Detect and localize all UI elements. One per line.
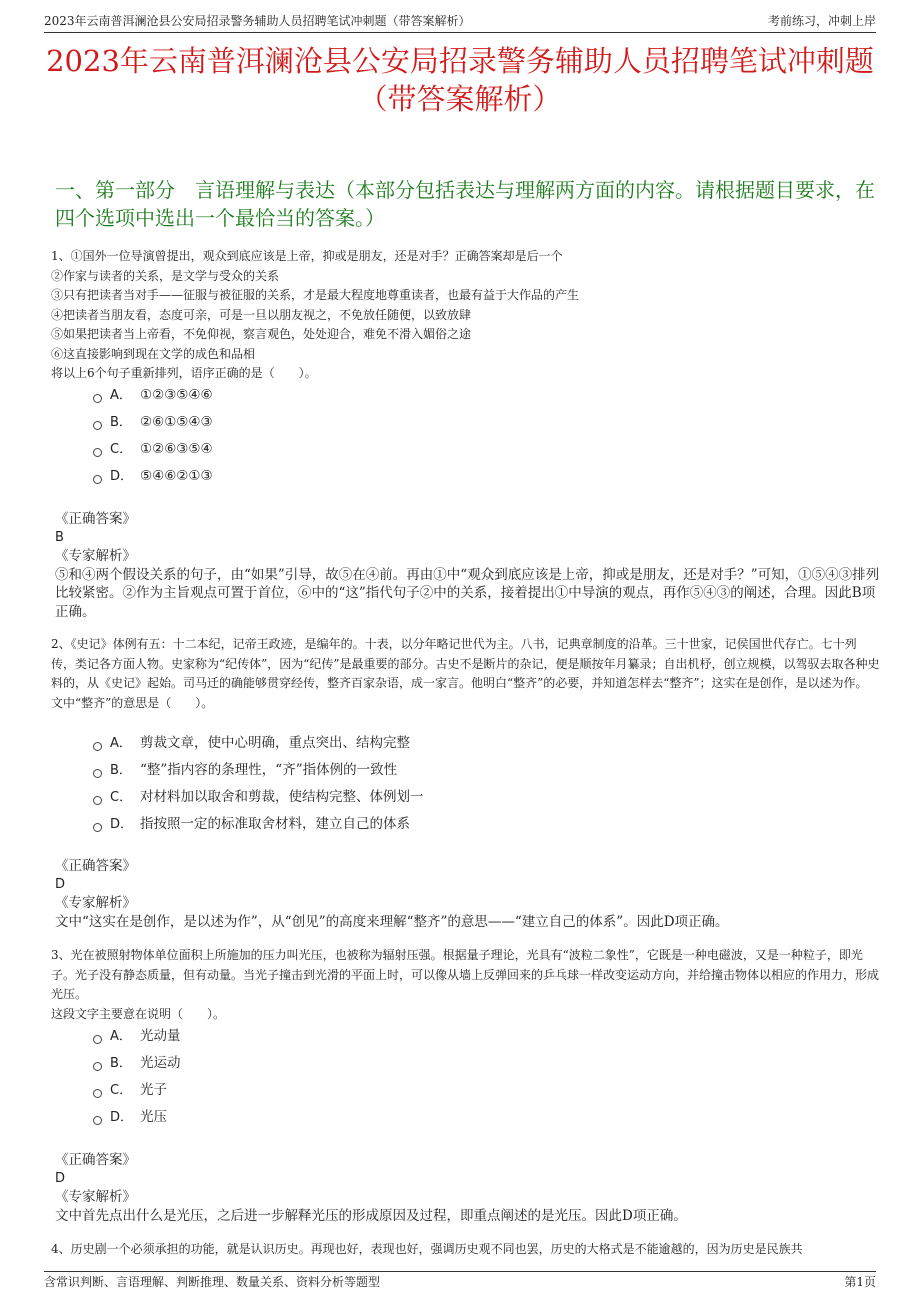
running-footer: [44, 1271, 876, 1292]
stem-line: 将以上6个句子重新排列，语序正确的是（ ）。: [51, 366, 317, 380]
radio-icon[interactable]: [93, 1089, 102, 1098]
answer-label: 《正确答案》: [55, 511, 136, 527]
section-heading: 一、第一部分 言语理解与表达（本部分包括表达与理解两方面的内容。请根据题目要求，在四个选项中选出一个最恰当的答案。）: [55, 178, 875, 230]
radio-icon[interactable]: [93, 1062, 102, 1071]
option-b[interactable]: B． 光运动: [93, 1050, 181, 1077]
analysis-text: 文中“这实在是创作，是以述为作”，从“创见”的高度来理解“整齐”的意思——“建立自己的体系”。因此D项正确。: [55, 913, 729, 930]
question-3-stem: [51, 946, 880, 1024]
answer-value: D: [55, 876, 66, 892]
radio-icon[interactable]: [93, 1035, 102, 1044]
stem-line: 3、光在被照射物体单位面积上所施加的压力叫光压，也被称为辐射压强。根据量子理论，光具有“波粒二象性”，它既是一种电磁波，又是一种粒子，即光子。光子没有静态质量，但有动量。当光子撞击到光滑的平面上时，可以像从墙上反弹回来的乒乓球一样改变运动方向，并给撞击物体以相应的作用力，形成光压。: [51, 948, 880, 1001]
question-4-stem: [51, 1240, 880, 1260]
stem-line: ④把读者当朋友看，态度可亲，可是一旦以朋友视之，不免放任随便，以致放肆: [51, 307, 472, 322]
answer-value: D: [55, 1170, 66, 1186]
analysis-label: 《专家解析》: [55, 895, 136, 911]
radio-icon[interactable]: [93, 769, 102, 778]
stem-line: 4、历史剧一个必须承担的功能，就是认识历史。再现也好，表现也好，强调历史观不同也罢，历史的大格式是不能逾越的，因为历史是民族共: [51, 1242, 803, 1256]
radio-icon[interactable]: [93, 796, 102, 805]
running-header: [44, 10, 876, 33]
option-c[interactable]: C． 对材料加以取舍和剪裁，使结构完整、体例划一: [93, 784, 424, 811]
question-1-answer: [55, 510, 880, 621]
analysis-label: 《专家解析》: [55, 1189, 136, 1205]
stem-line: 这段文字主要意在说明（ ）。: [51, 1006, 226, 1021]
option-c[interactable]: C． ①②⑥③⑤④: [93, 436, 213, 463]
radio-icon[interactable]: [93, 394, 102, 403]
option-d[interactable]: D． 指按照一定的标准取舍材料，建立自己的体系: [93, 811, 424, 838]
stem-line: 文中“整齐”的意思是（ ）。: [51, 695, 214, 710]
question-1-options: [93, 382, 213, 490]
option-a[interactable]: A． 光动量: [93, 1023, 181, 1050]
answer-value: B: [55, 529, 64, 545]
question-3-answer: [55, 1151, 880, 1225]
page-number: 第1页: [844, 1275, 876, 1289]
option-d[interactable]: D． ⑤④⑥②①③: [93, 463, 213, 490]
option-a[interactable]: A． ①②③⑤④⑥: [93, 382, 213, 409]
stem-line: ⑥这直接影响到现在文学的成色和品相: [51, 346, 256, 361]
answer-label: 《正确答案》: [55, 858, 136, 874]
radio-icon[interactable]: [93, 823, 102, 832]
stem-line: 2、《史记》体例有五：十二本纪，记帝王政迹，是编年的。十表，以分年略记世代为主。八书，记典章制度的沿革。三十世家，记侯国世代存亡。七十列传，类记各方面人物。史家称为“纪传体”，因为“纪传”是最重要的部分。古史不是断片的杂记，便是顺按年月纂录；自出机杼，创立规模，以驾驭去取各种史料的，从《史记》起始。司马迁的确能够贯穿经传，整齐百家杂语，成一家言。他明白“整齐”的必要，并知道怎样去“整齐”；这实在是创作，是以述为作。: [51, 637, 880, 690]
answer-label: 《正确答案》: [55, 1152, 136, 1168]
analysis-text: ⑤和④两个假设关系的句子，由“如果”引导，故⑤在④前。再由①中“观众到底应该是上帝，抑或是朋友，还是对手？”可知，①⑤④③排列比较紧密。②作为主旨观点可置于首位，⑥中的“这”指代句子②中的关系，接着提出①中导演的观点，再作⑤④③的阐述，合理。因此B项正确。: [55, 566, 880, 620]
question-2-stem: [51, 635, 880, 713]
stem-line: 1、①国外一位导演曾提出，观众到底应该是上帝，抑或是朋友，还是对手？正确答案却是后一个: [51, 249, 563, 263]
radio-icon[interactable]: [93, 1116, 102, 1125]
radio-icon[interactable]: [93, 742, 102, 751]
radio-icon[interactable]: [93, 421, 102, 430]
analysis-text: 文中首先点出什么是光压，之后进一步解释光压的形成原因及过程，即重点阐述的是光压。因此D项正确。: [55, 1207, 687, 1224]
stem-line: ⑤如果把读者当上帝看，不免仰视，察言观色，处处迎合，难免不滑入媚俗之途: [51, 327, 472, 341]
radio-icon[interactable]: [93, 475, 102, 484]
stem-line: ②作家与读者的关系，是文学与受众的关系: [51, 268, 280, 283]
question-2-options: [93, 730, 424, 838]
question-2-answer: [55, 857, 880, 931]
header-doc-title: 2023年云南普洱澜沧县公安局招录警务辅助人员招聘笔试冲刺题（带答案解析）: [44, 14, 471, 28]
option-d[interactable]: D． 光压: [93, 1104, 181, 1131]
question-1-stem: [51, 247, 880, 384]
stem-line: ③只有把读者当对手——征服与被征服的关系，才是最大程度地尊重读者，也最有益于大作品的产生: [51, 288, 580, 302]
option-c[interactable]: C． 光子: [93, 1077, 181, 1104]
option-b[interactable]: B． “整”指内容的条理性，“齐”指体例的一致性: [93, 757, 424, 784]
header-slogan: 考前练习，冲刺上岸: [767, 14, 876, 28]
option-b[interactable]: B． ②⑥①⑤④③: [93, 409, 213, 436]
footer-question-types: 含常识判断、言语理解、判断推理、数量关系、资料分析等题型: [44, 1275, 381, 1289]
document-title: 2023年云南普洱澜沧县公安局招录警务辅助人员招聘笔试冲刺题（带答案解析）: [46, 44, 874, 116]
analysis-label: 《专家解析》: [55, 548, 136, 564]
question-3-options: [93, 1023, 181, 1131]
option-a[interactable]: A． 剪裁文章，使中心明确，重点突出、结构完整: [93, 730, 424, 757]
radio-icon[interactable]: [93, 448, 102, 457]
